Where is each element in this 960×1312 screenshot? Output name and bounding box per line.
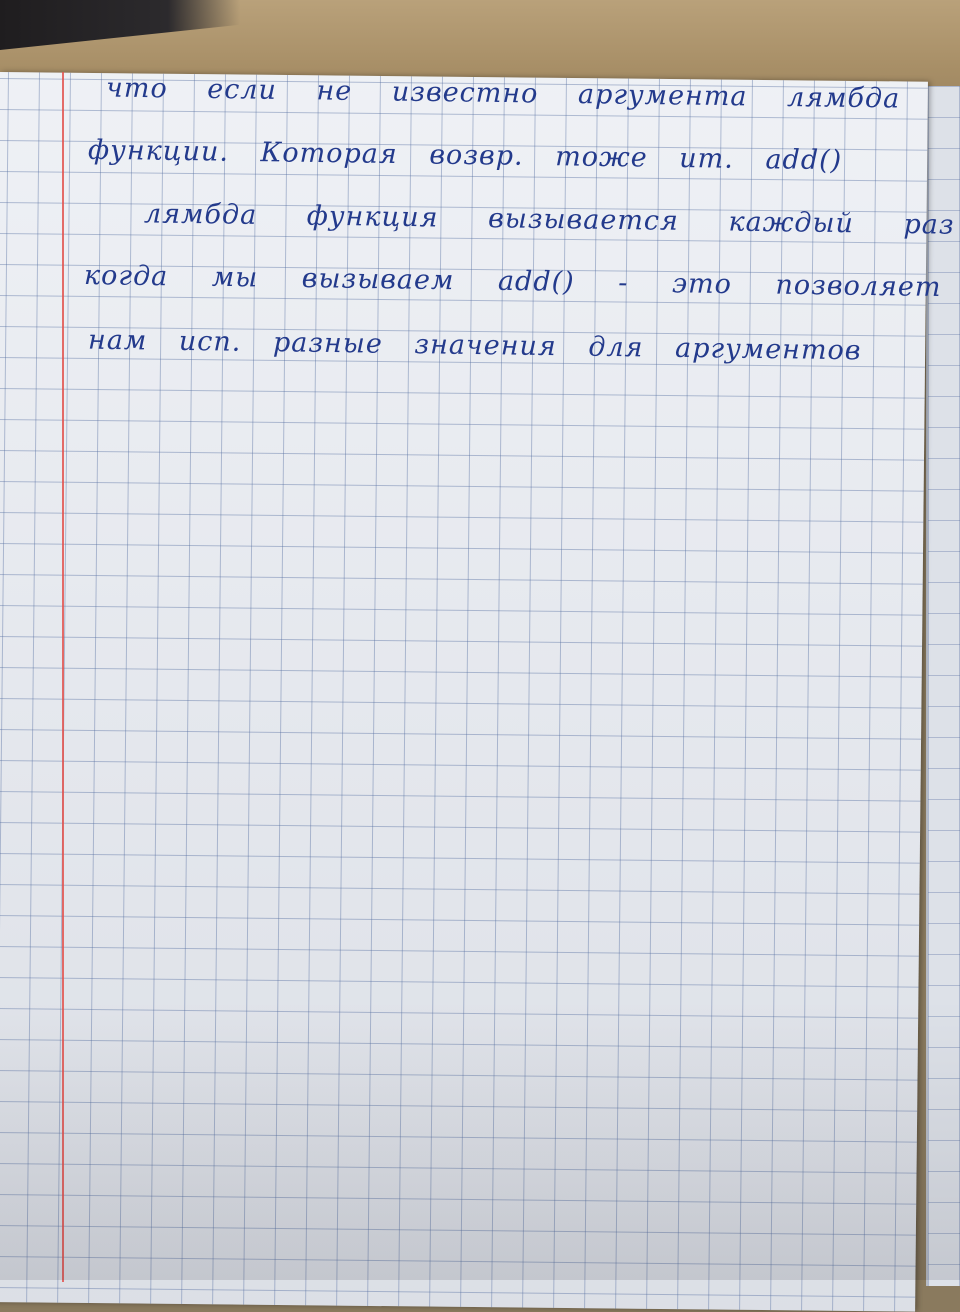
handwritten-line-4: когда мы вызываем add() - это позволяет bbox=[83, 260, 942, 303]
handwritten-line-3: лямбда функция вызывается каждый раз bbox=[143, 198, 955, 241]
page-shadow bbox=[0, 1000, 960, 1280]
handwritten-line-2: функции. Которая возвр. тоже ит. add() bbox=[87, 134, 843, 177]
handwritten-line-1: что если не известно аргумента лямбда bbox=[105, 72, 901, 115]
handwritten-line-5: нам исп. разные значения для аргументов bbox=[87, 324, 862, 367]
